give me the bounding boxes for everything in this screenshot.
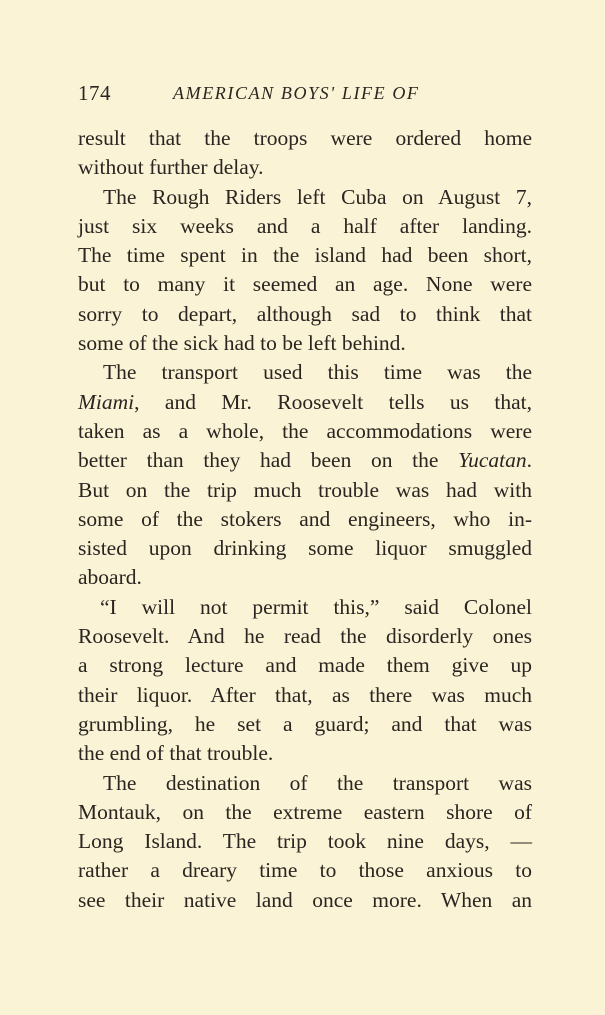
text-line: but to many it seemed an age. None were: [78, 272, 532, 297]
text-line: result that the troops were ordered home: [78, 126, 532, 150]
text-line: The time spent in the island had been short,: [78, 243, 532, 268]
text-line: sisted upon drinking some liquor smuggled: [78, 536, 532, 561]
text-line: see their native land once more. When an: [78, 887, 532, 912]
paragraph-1: [78, 124, 532, 183]
running-head: [78, 78, 538, 108]
text-line: some of the stokers and engineers, who in-: [78, 506, 532, 531]
paragraph-4: [78, 593, 532, 769]
text-line: without further delay.: [78, 155, 264, 180]
text-line: Roosevelt. And he read the disorderly ones: [78, 624, 532, 649]
body-text: [78, 124, 532, 915]
text-line: sorry to depart, although sad to think that: [78, 301, 532, 326]
text-line: just six weeks and a half after landing.: [78, 213, 532, 238]
text-line: rather a dreary time to those anxious to: [78, 858, 532, 883]
text-line: Montauk, on the extreme eastern shore of: [78, 799, 532, 824]
text-line: But on the trip much trouble was had with: [78, 477, 532, 502]
text-line italic-line-miami: [78, 388, 532, 417]
text-line: the end of that trouble.: [78, 741, 274, 766]
page-number: 174: [78, 81, 111, 105]
ship-name-miami: Miami: [78, 389, 135, 414]
running-title: AMERICAN BOYS' LIFE OF: [173, 83, 420, 103]
text-line: “I will not permit this,” said Colonel: [100, 594, 532, 619]
text-line: some of the sick had to be left behind.: [78, 331, 406, 356]
text-fragment: , and Mr. Roosevelt tells us that,: [134, 389, 532, 414]
text-line: The transport used this time was the: [103, 360, 532, 385]
paragraph-2: [78, 183, 532, 359]
paragraph-3: [78, 358, 532, 592]
text-line: taken as a whole, the accommodations were: [78, 418, 532, 443]
text-line: their liquor. After that, as there was much: [78, 682, 532, 707]
text-line italic-line-yucatan: [78, 446, 532, 475]
text-fragment: better than they had been on the: [78, 448, 459, 473]
text-line: The Rough Riders left Cuba on August 7,: [103, 184, 532, 209]
text-line: aboard.: [78, 565, 142, 590]
text-line: The destination of the transport was: [103, 770, 532, 795]
text-line: Long Island. The trip took nine days, —: [78, 829, 532, 854]
ship-name-yucatan: Yucatan: [458, 448, 527, 473]
paragraph-5: [78, 769, 532, 915]
text-line: a strong lecture and made them give up: [78, 653, 532, 678]
text-fragment: .: [526, 448, 532, 473]
text-line: grumbling, he set a guard; and that was: [78, 711, 532, 736]
